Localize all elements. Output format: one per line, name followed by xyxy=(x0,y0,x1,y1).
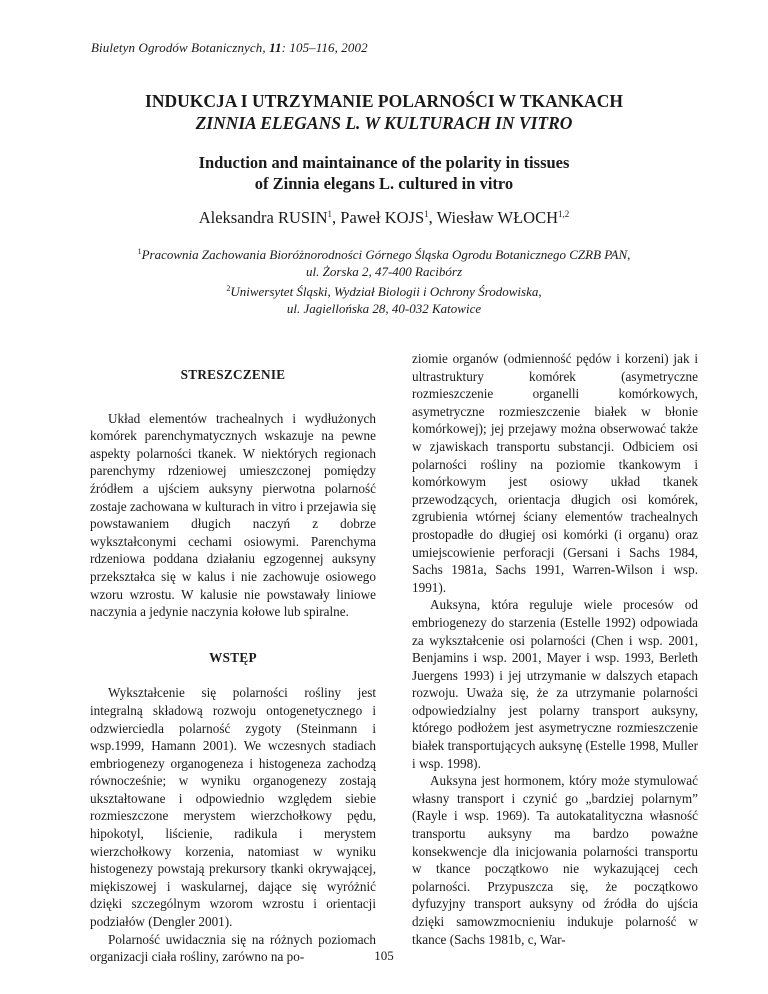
affiliation-2: $^2$Uniwersytet Śląski, Wydział Biologii i Ochrony Środowiska, xyxy=(226,284,542,299)
intro-paragraph-1: Wykształcenie się polarności rośliny jest integralną składową rozwoju ontogenetycznego i odzwierciedla polarność zygoty (Steinmann i wsp.1999, Hamann 2001). We wczesnych stadiach embriogenezy organogeneza i histogeneza zachodzą równocześnie; w wyniku organogenezy zostają ukształtowane i odpowiednio względem siebie rozmieszczone merystem wierzchołkowy pędu, hipokotyl, liścienie, radikula i merystem wierzchołkowy korzenia, natomiast w wyniku histogenezy powstają prekursory tkanki okrywającej, miękiszowej i waskularnej, dające się wyróżnić dzięki szczególnym wzorom wzrostu i orientacji podziałów (Dengler 2001). xyxy=(90,685,376,930)
title-english xyxy=(60,152,708,194)
page-number: 105 xyxy=(374,948,394,963)
author-2-affiliation: 1 xyxy=(424,209,429,219)
right-column xyxy=(412,350,698,948)
affiliation-1-address: ul. Żorska 2, 47-400 Racibórz xyxy=(306,264,462,279)
title-english-line-2: of Zinnia elegans L. cultured in vitro xyxy=(254,174,514,193)
affiliation-2-address: ul. Jagiellońska 28, 40-032 Katowice xyxy=(286,301,482,316)
author-2: Paweł KOJS xyxy=(340,208,425,227)
intro-heading: WSTĘP xyxy=(209,649,257,665)
title-polish-line-2: ZINNIA ELEGANS L. W KULTURACH IN VITRO xyxy=(195,113,573,133)
affiliations xyxy=(80,243,688,317)
author-1: Aleksandra RUSIN xyxy=(198,208,328,227)
title-polish-line-1: INDUKCJA I UTRZYMANIE POLARNOŚCI W TKANKACH xyxy=(145,91,623,111)
body-paragraph-1: ziomie organów (odmienność pędów i korzeni) jak i ultrastruktury komórek (asymetryczne rozmieszczenie organelli komórkowych, asymetryczne rozmieszczenie białek w błonie komórkowej); jej przejawy można obserwować także w zjawiskach transportu substancji. Odbiciem osi polarności rośliny na poziomie tkankowym i komórkowym jest osiowy układ tkanek przewodzących, orientacja długich osi komórek, zgrubienia wtórnej ściany elementów trachealnych prostopadłe do długiej osi komórki (i organu) oraz umiejscowienie perforacji (Gersani i Sachs 1984, Sachs 1981a, Sachs 1991, Warren-Wilson i wsp. 1991). xyxy=(412,351,698,595)
author-1-affiliation: 1 xyxy=(327,209,333,219)
journal-header: Biuletyn Ogrodów Botanicznych, 11: 105–116, 2002 xyxy=(91,40,368,55)
author-3-affiliation: 1,2 xyxy=(558,209,570,219)
intro-paragraph-2: Polarność uwidacznia się na różnych poziomach organizacji ciała rośliny, zarówno na po- xyxy=(90,931,376,965)
journal-volume: 11 xyxy=(269,40,282,55)
abstract-text: Układ elementów trachealnych i wydłużonych komórek parenchymatycznych wskazuje na pewne aspekty polarności tkanek. W niektórych regionach parenchymy rdzeniowej umieszczonej pomiędzy źródłem a ujściem auksyny pierwotna polarność zostaje zachowana w kulturach in vitro i przejawia się powstawaniem długich naczyń z dobrze wykształconymi cechami osiowymi. Parenchyma rdzeniowa poddana działaniu egzogennej auksyny przekształca się w kalus i nie zachowuje osiowego wzoru wzrostu. W kalusie nie powstawały liniowe naczynia a jedynie naczynia kołowe lub spiralne. xyxy=(90,410,376,620)
abstract-heading: STRESZCZENIE xyxy=(180,367,286,382)
author-list: Aleksandra RUSIN$^1$, Paweł KOJS$^1$, Wiesław WŁOCH$^{1,2}$ xyxy=(198,208,570,227)
author-3: Wiesław WŁOCH xyxy=(436,208,558,227)
body-paragraph-3: Auksyna jest hormonem, który może stymulować własny transport i czynić go „bardziej polarnym” (Rayle i wsp. 1969). Ta autokatalityczna własność transportu auksyny ma bardzo poważne konsekwencje dla inicjowania polarności transportu w tkance początkowo nie wykazującej cech polarności. Przypuszcza się, że początkowo dyfuzyjny transport auksyny od źródła do ujścia dzięki samowzmocnieniu indukuje polarność w tkance (Sachs 1981b, c, War- xyxy=(412,773,698,947)
title-polish xyxy=(60,90,708,134)
title-english-line-1: Induction and maintainance of the polarity in tissues xyxy=(198,153,570,172)
journal-pages: : 105–116, 2002 xyxy=(281,40,368,55)
affiliation-1: $^1$Pracownia Zachowania Bioróżnorodności Górnego Śląska Ogrodu Botanicznego CZRB PAN, xyxy=(137,247,631,262)
left-column xyxy=(90,348,376,966)
body-paragraph-2: Auksyna, która reguluje wiele procesów od embriogenezy do starzenia (Estelle 1992) odpowiada za wykształcenie osi polarności (Chen i wsp. 2001, Benjamins i wsp. 2001, Mayer i wsp. 1993, Berleth Juergens 1993) i jej utrzymanie w dalszych etapach rozwoju. Uważa się, że za utrzymanie polarności odpowiedzialny jest polarny transport auksyny, którego podłożem jest asymetryczne rozmieszczenie białek transportujących auksynę (Estelle 1998, Muller i wsp. 1998). xyxy=(412,597,698,771)
